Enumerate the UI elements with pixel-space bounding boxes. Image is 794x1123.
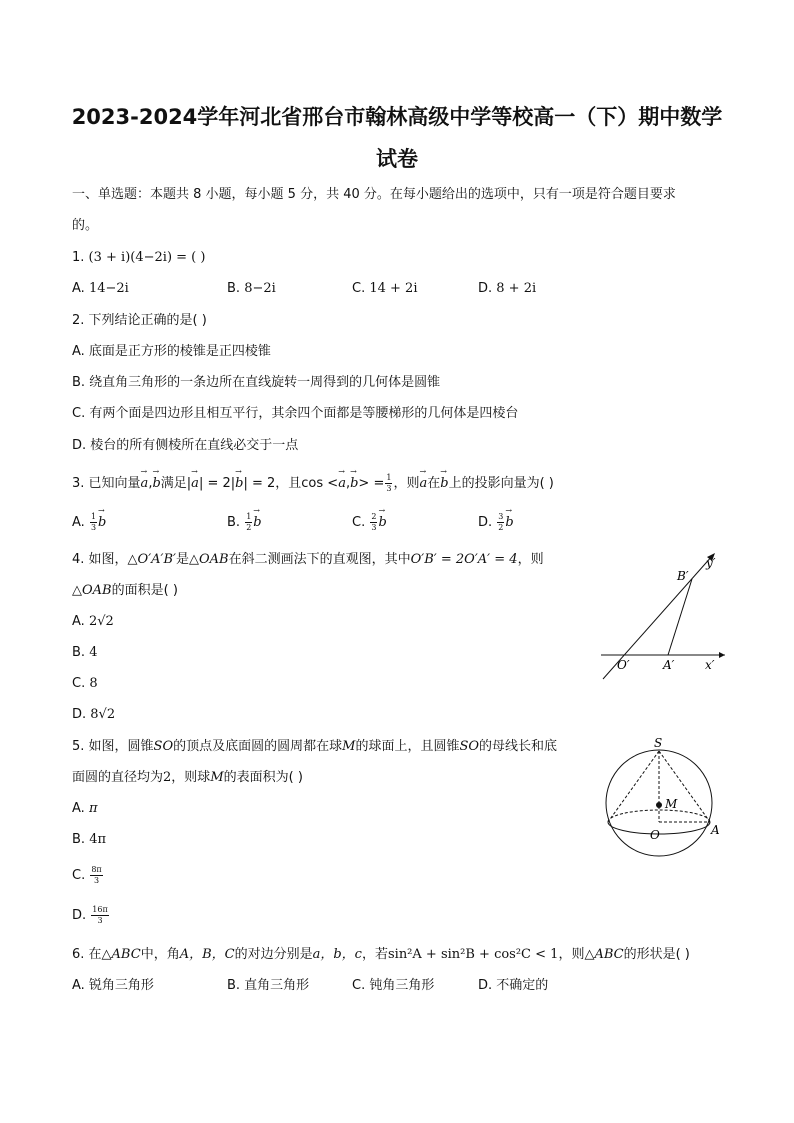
label-a: A′ — [663, 658, 675, 672]
label-b: B′ — [677, 569, 689, 583]
label-x: x′ — [705, 658, 715, 672]
label-y: y′ — [706, 556, 716, 570]
q4-option-a[interactable]: A. 2√2 — [72, 614, 114, 629]
q4-option-d[interactable]: D. 8√2 — [72, 707, 116, 722]
q5-stem-line1: 5. 如图，圆锥SO的顶点及底面圆的圆周都在球M的球面上，且圆锥SO的母线长和底 — [72, 739, 558, 754]
q6-stem: 6. 在△ABC中，角A，B，C的对边分别是a，b，c，若sin²A + sin²B + cos²C < 1，则△ABC的形状是( ) — [72, 947, 690, 962]
q3-option-c[interactable]: C. $\frac{2}{3}$ → b — [352, 513, 387, 532]
q6-option-b[interactable]: B. 直角三角形 — [227, 978, 310, 993]
q3-option-b[interactable]: B. $\frac{1}{2}$ → b — [227, 513, 262, 532]
q1-option-c-value: 14 + 2i — [369, 281, 418, 296]
q1-expression: (3 + i)(4−2i) = ( ) — [88, 250, 206, 265]
q1-option-d-value: 8 + 2i — [496, 281, 537, 296]
label-a: A — [711, 823, 720, 837]
q1-option-b-value: 8−2i — [244, 281, 276, 296]
q6-option-a[interactable]: A. 锐角三角形 — [72, 978, 154, 993]
q4-stem-line2: △OAB的面积是( ) — [72, 583, 178, 598]
q5-option-b[interactable]: B. 4π — [72, 832, 107, 847]
q2-option-b[interactable]: B. 绕直角三角形的一条边所在直线旋转一周得到的几何体是圆锥 — [72, 375, 441, 390]
q5-option-d[interactable]: D. $\frac{16\pi}{3}$ — [72, 905, 108, 925]
q6-option-d[interactable]: D. 不确定的 — [478, 978, 549, 993]
q1-number: 1. — [72, 250, 85, 265]
q4-option-b[interactable]: B. 4 — [72, 645, 98, 660]
label-o: O — [650, 828, 660, 842]
q2-option-c[interactable]: C. 有两个面是四边形且相互平行，其余四个面都是等腰梯形的几何体是四棱台 — [72, 406, 519, 421]
exam-title-line2: 试卷 — [376, 147, 418, 171]
q1-option-a[interactable]: A. 14−2i — [72, 281, 129, 296]
vector-a: → a — [141, 477, 149, 490]
q6-option-c[interactable]: C. 钝角三角形 — [352, 978, 435, 993]
q5-option-a[interactable]: A. π — [72, 801, 98, 816]
cone-slant-left — [608, 751, 659, 822]
q1-stem — [72, 251, 205, 264]
vector-b: → b — [152, 477, 160, 490]
q3-fraction: $\frac{1}{3}$ — [386, 473, 392, 493]
label-s: S — [654, 736, 663, 750]
q1-option-d[interactable]: D. 8 + 2i — [478, 281, 537, 296]
q3-option-a[interactable]: A. $\frac{1}{3}$ → b — [72, 513, 106, 532]
q3-option-d[interactable]: D. $\frac{3}{2}$ → b — [478, 513, 514, 532]
q5-stem-line2: 面圆的直径均为2，则球M的表面积为( ) — [72, 770, 303, 785]
x-axis-arrow — [719, 652, 725, 658]
q2-stem: 2. 下列结论正确的是( ) — [72, 313, 207, 328]
label-o: O′ — [617, 658, 630, 672]
section-instructions-line1: 一、单选题：本题共 8 小题，每小题 5 分，共 40 分。在每小题给出的选项中，只有一项是符合题目要求 — [72, 187, 676, 202]
exam-title-line1: 2023-2024学年河北省邢台市翰林高级中学等校高一（下）期中数学 — [71, 105, 723, 129]
q4-option-c[interactable]: C. 8 — [72, 676, 98, 691]
q4-stem-line1: 4. 如图，△O′A′B′是△OAB在斜二测画法下的直观图，其中O′B′ = 2O′A′ = 4，则 — [72, 552, 544, 567]
label-m: M — [665, 797, 678, 811]
q1-option-b[interactable]: B. 8−2i — [227, 281, 276, 296]
cone-slant-right — [659, 751, 710, 822]
q2-option-a[interactable]: A. 底面是正方形的棱锥是正四棱锥 — [72, 344, 271, 359]
q1-option-c[interactable]: C. 14 + 2i — [352, 281, 418, 296]
q4-figure — [595, 545, 730, 685]
q1-option-a-value: 14−2i — [88, 281, 129, 296]
q2-option-d[interactable]: D. 棱台的所有侧棱所在直线必交于一点 — [72, 438, 299, 453]
q5-option-c[interactable]: C. $\frac{8\pi}{3}$ — [72, 865, 102, 885]
center-m-point — [656, 802, 662, 808]
q5-figure — [600, 735, 730, 865]
segment-a-b — [668, 579, 692, 655]
q3-stem: 3. 已知向量→ a,→ b满足|→ a| = 2|→ b| = 2，且cos <→ a,→ b> = $\frac{1}{3}$ ，则→ a在→ b上的投影向量为( ) — [72, 474, 554, 493]
section-instructions-line2: 的。 — [72, 218, 99, 233]
